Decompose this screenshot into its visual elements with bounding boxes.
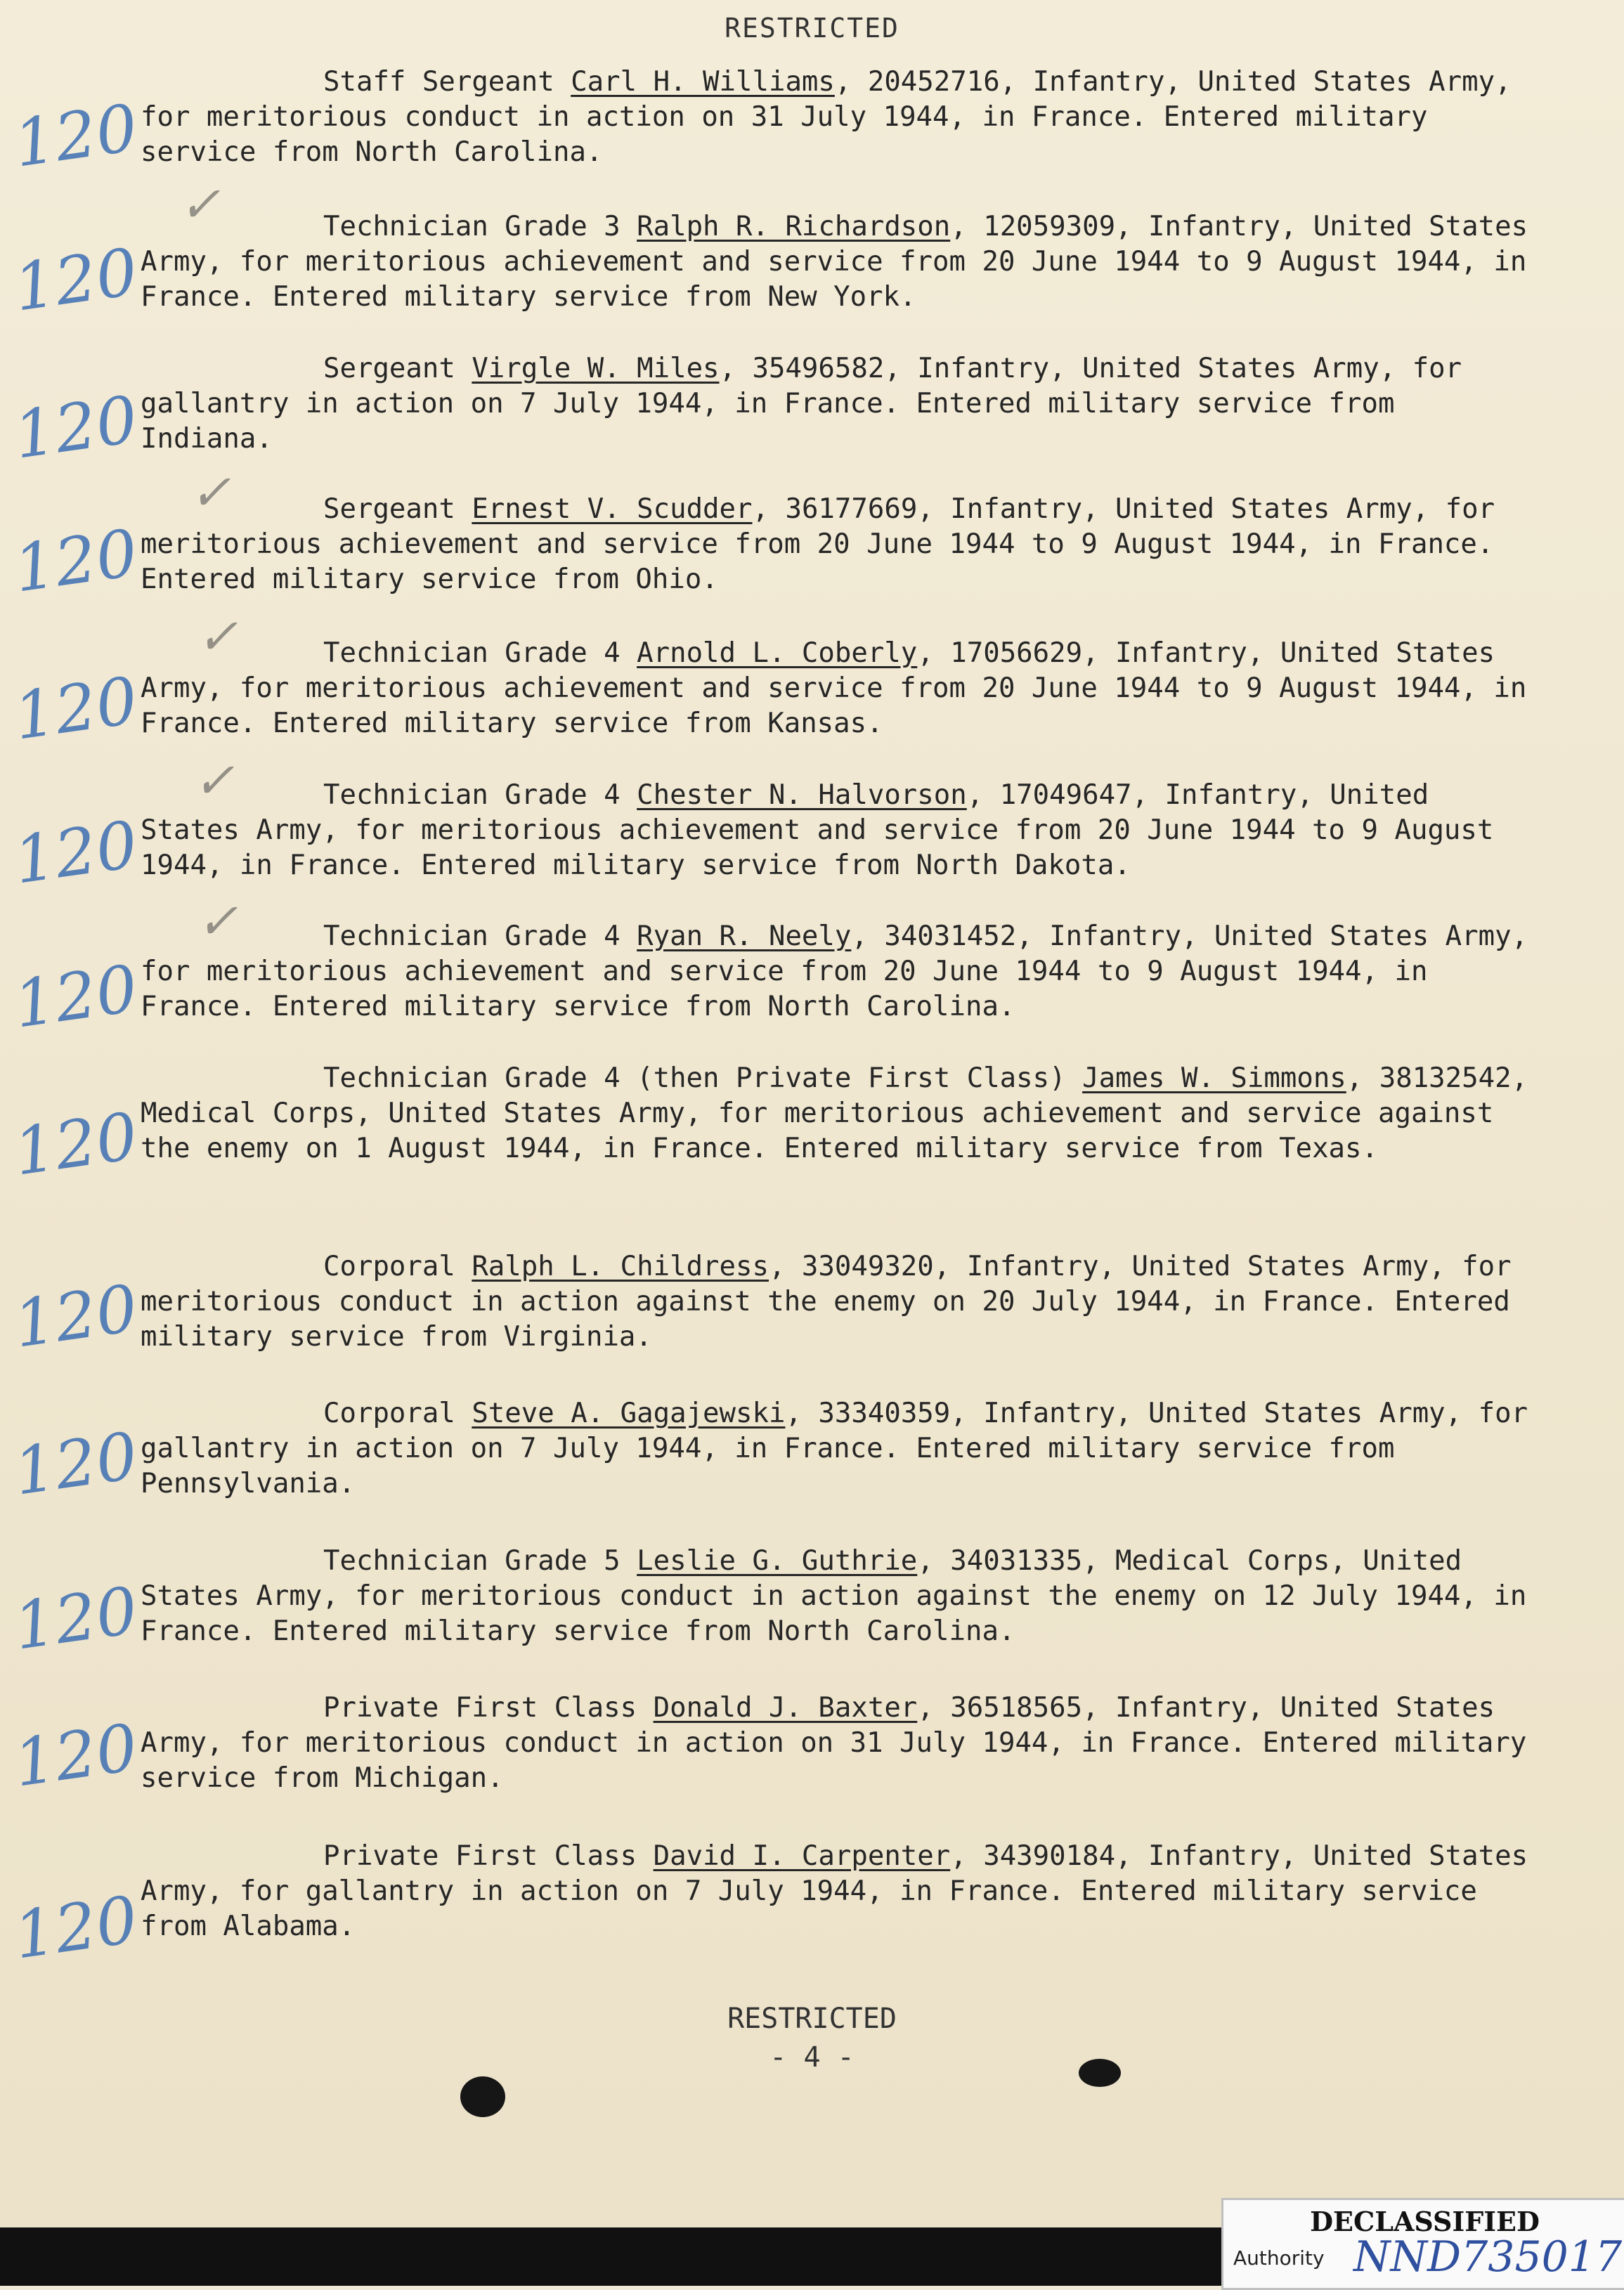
citation-entry xyxy=(141,1249,1539,1355)
citation-entry xyxy=(141,1691,1539,1796)
handwritten-mark: 120 xyxy=(9,382,143,474)
classification-header: RESTRICTED xyxy=(725,13,899,44)
handwritten-mark: 120 xyxy=(9,515,143,607)
citation-text: , 34390184, Infantry, United States Army, for gallantry in action on 7 July 1944, in France. Entered military service from Alabama. xyxy=(141,1840,1528,1942)
soldier-name: Donald J. Baxter xyxy=(653,1692,918,1724)
citation-entry xyxy=(141,1544,1539,1649)
soldier-name: Arnold L. Coberly xyxy=(637,637,918,669)
rank: Technician Grade 4 xyxy=(323,920,637,952)
citation-entry xyxy=(141,1061,1539,1166)
citation-text: , 17056629, Infantry, United States Army, for meritorious achievement and service from 20 June 1944 to 9 August 1944, in France. Entered military service from Kansas. xyxy=(141,637,1527,739)
rank: Technician Grade 3 xyxy=(323,211,637,242)
citation-entry xyxy=(141,492,1539,597)
rank: Private First Class xyxy=(323,1840,654,1872)
citation-text: , 36518565, Infantry, United States Army, for meritorious conduct in action on 31 July 1944, in France. Entered military service from Michigan. xyxy=(141,1692,1527,1794)
citation-text: , 33340359, Infantry, United States Army, for gallantry in action on 7 July 1944, in France. Entered military service from Pennsylvania. xyxy=(141,1398,1528,1499)
check-mark-icon: ✓ xyxy=(197,892,238,950)
soldier-name: Ernest V. Scudder xyxy=(472,493,753,525)
handwritten-mark: 120 xyxy=(9,90,143,182)
citation-entry xyxy=(141,636,1539,741)
citation-text: , 35496582, Infantry, United States Army, for gallantry in action on 7 July 1944, in France. Entered military service from Indiana. xyxy=(141,353,1462,455)
check-mark-icon: ✓ xyxy=(179,176,221,233)
citation-text: , 12059309, Infantry, United States Army, for meritorious achievement and service from 20 June 1944 to 9 August 1944, in France. Entered military service from New York. xyxy=(141,211,1528,313)
rank: Corporal xyxy=(323,1251,472,1282)
citation-entry xyxy=(141,919,1539,1024)
rank: Sergeant xyxy=(323,493,472,525)
citation-text: , 34031335, Medical Corps, United States Army, for meritorious conduct in action against the enemy on 12 July 1944, in France. Entered military service from North Carolina. xyxy=(141,1545,1527,1647)
citation-text: , 38132542, Medical Corps, United States Army, for meritorious achievement and service against the enemy on 1 August 1944, in France. Entered military service from Texas. xyxy=(141,1062,1528,1164)
handwritten-mark: 120 xyxy=(9,807,143,899)
handwritten-mark: 120 xyxy=(9,234,143,326)
rank: Technician Grade 4 xyxy=(323,779,637,811)
rank: Staff Sergeant xyxy=(323,66,571,98)
handwritten-mark: 120 xyxy=(9,951,143,1043)
citation-text: , 33049320, Infantry, United States Army, for meritorious conduct in action against the enemy on 20 July 1944, in France. Entered military service from Virginia. xyxy=(141,1251,1512,1353)
citation-text: , 34031452, Infantry, United States Army, for meritorious achievement and service from 20 June 1944 to 9 August 1944, in France. Entered military service from North Carolina. xyxy=(141,920,1528,1022)
punch-hole xyxy=(460,2076,505,2117)
declassified-stamp xyxy=(1221,2198,1624,2290)
citation-entry xyxy=(141,65,1539,170)
soldier-name: Ralph R. Richardson xyxy=(637,211,951,242)
page-number: - 4 - xyxy=(769,2041,855,2074)
stamp-authority-number: NND735017 xyxy=(1353,2232,1623,2282)
citation-text: , 17049647, Infantry, United States Army, for meritorious achievement and service from 20 June 1944 to 9 August 1944, in France. Entered military service from North Dakota. xyxy=(141,779,1494,881)
soldier-name: James W. Simmons xyxy=(1082,1062,1346,1094)
check-mark-icon: ✓ xyxy=(193,752,235,809)
rank: Sergeant xyxy=(323,353,472,384)
soldier-name: Carl H. Williams xyxy=(571,66,835,98)
soldier-name: Steve A. Gagajewski xyxy=(472,1398,786,1429)
soldier-name: Chester N. Halvorson xyxy=(637,779,967,811)
handwritten-mark: 120 xyxy=(9,1270,143,1362)
soldier-name: Leslie G. Guthrie xyxy=(637,1545,918,1577)
stamp-authority-label: Authority xyxy=(1233,2246,1325,2270)
handwritten-mark: 120 xyxy=(9,1573,143,1665)
soldier-name: David I. Carpenter xyxy=(653,1840,951,1872)
handwritten-mark: 120 xyxy=(9,1710,143,1802)
rank: Technician Grade 4 (then Private First Class) xyxy=(323,1062,1083,1094)
citation-entry xyxy=(141,209,1539,315)
handwritten-mark: 120 xyxy=(9,1098,143,1190)
citation-text: , 36177669, Infantry, United States Army, for meritorious achievement and service from 20 June 1944 to 9 August 1944, in France. Entered military service from Ohio. xyxy=(141,493,1495,595)
rank: Private First Class xyxy=(323,1692,654,1724)
rank: Corporal xyxy=(323,1398,472,1429)
citation-entry xyxy=(141,1396,1539,1502)
soldier-name: Ralph L. Childress xyxy=(472,1251,769,1282)
stamp-title: DECLASSIFIED xyxy=(1310,2206,1540,2237)
punch-hole xyxy=(1079,2059,1121,2087)
citation-entry xyxy=(141,351,1539,457)
handwritten-mark: 120 xyxy=(9,1418,143,1510)
soldier-name: Virgle W. Miles xyxy=(472,353,720,384)
handwritten-mark: 120 xyxy=(9,663,143,755)
rank: Technician Grade 4 xyxy=(323,637,637,669)
soldier-name: Ryan R. Neely xyxy=(637,920,852,952)
rank: Technician Grade 5 xyxy=(323,1545,637,1577)
citation-entry xyxy=(141,1839,1539,1944)
citation-entry xyxy=(141,778,1539,883)
citation-text: , 20452716, Infantry, United States Army, for meritorious conduct in action on 31 July 1944, in France. Entered military service from North Carolina. xyxy=(141,66,1512,168)
classification-footer: RESTRICTED xyxy=(727,2003,897,2035)
handwritten-mark: 120 xyxy=(9,1882,143,1974)
check-mark-icon: ✓ xyxy=(190,464,231,521)
check-mark-icon: ✓ xyxy=(197,608,238,665)
